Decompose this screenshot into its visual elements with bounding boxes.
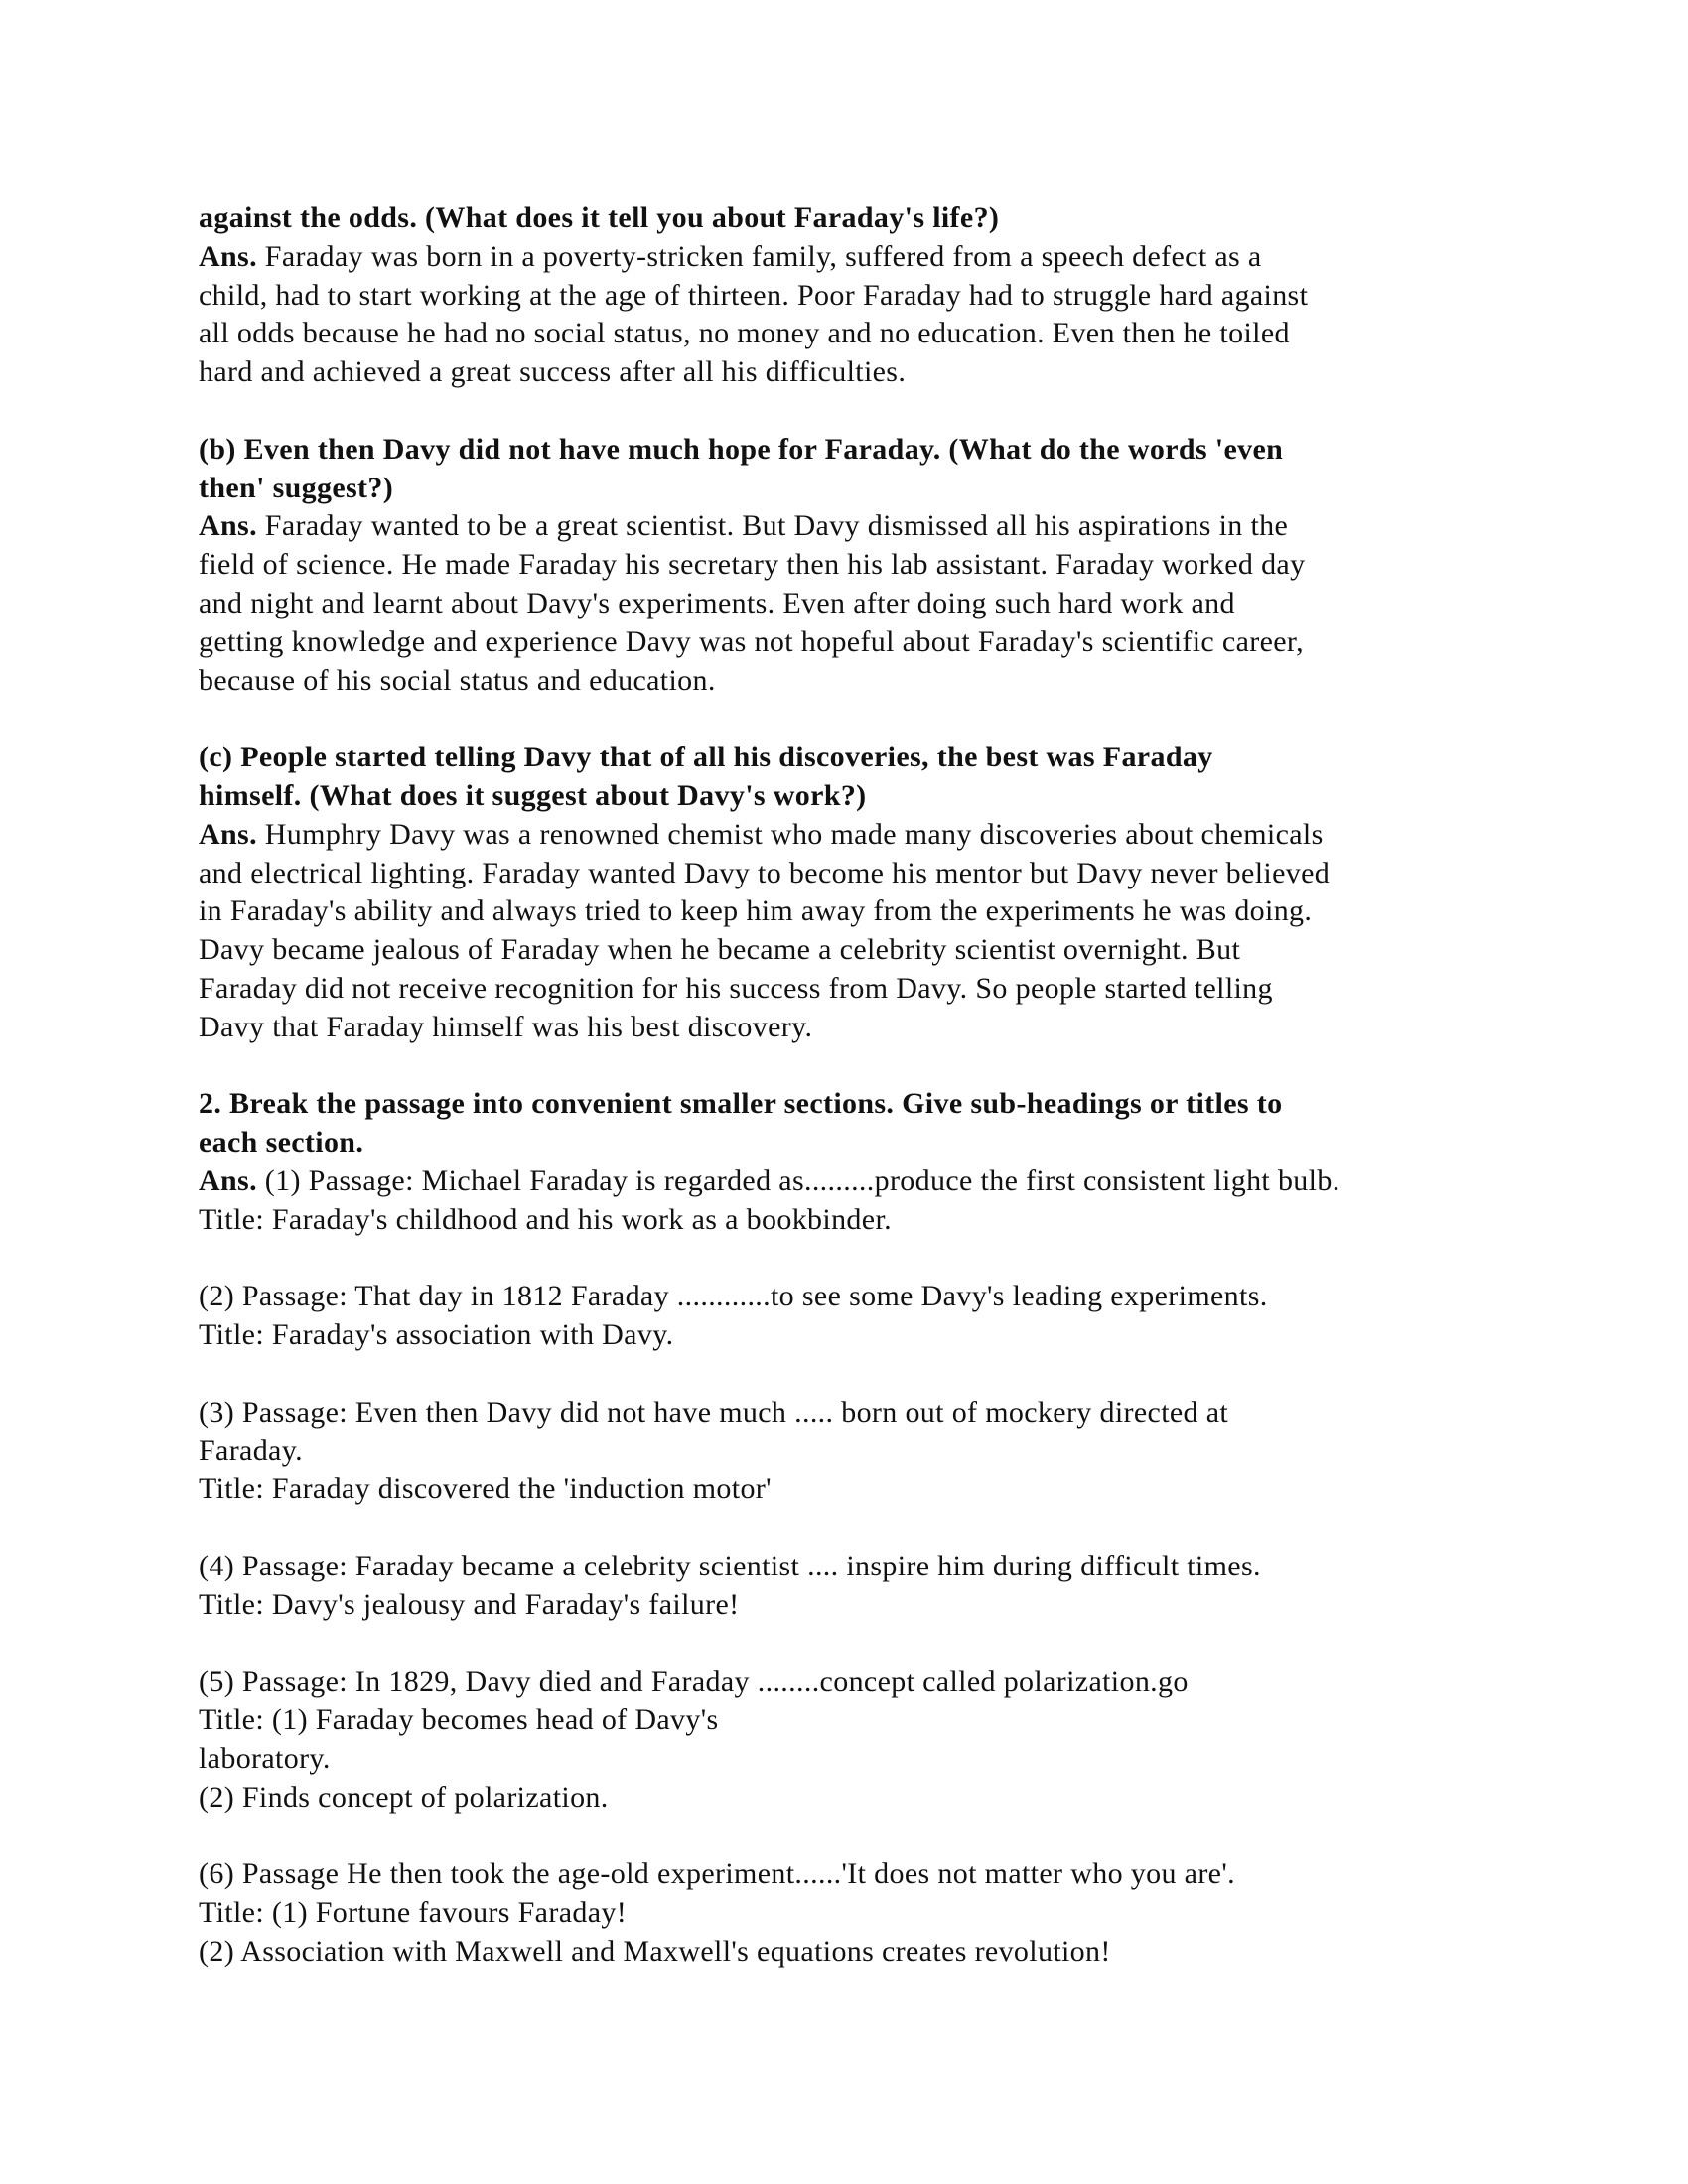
answer-a-line: child, had to start working at the age of thirteen. Poor Faraday had to struggle hard against: [199, 278, 1309, 312]
section-5: [199, 1663, 1509, 1817]
section-passage: (3) Passage: Even then Davy did not have much ..... born out of mockery directed at: [199, 1395, 1229, 1429]
answer-a-line: Ans. Faraday was born in a poverty-stricken family, suffered from a speech defect as a: [199, 239, 1262, 273]
spacer: [199, 392, 1509, 431]
section-passage: Faraday.: [199, 1433, 303, 1467]
question-b-block: [199, 431, 1509, 701]
spacer: [199, 1817, 1509, 1855]
section-1: [199, 1162, 1509, 1240]
answer-b-line: getting knowledge and experience Davy was not hopeful about Faraday's scientific career,: [199, 624, 1304, 658]
section-title: Title: Davy's jealousy and Faraday's failure!: [199, 1587, 740, 1621]
spacer: [199, 1047, 1509, 1086]
question-c-heading: (c) People started telling Davy that of all his discoveries, the best was Faraday: [199, 741, 1213, 774]
spacer: [199, 700, 1509, 739]
section-6: [199, 1855, 1509, 1971]
question-b-heading: then' suggest?): [199, 471, 394, 504]
answer-b-line: and night and learnt about Davy's experiments. Even after doing such hard work and: [199, 586, 1235, 619]
answer-c-line: Davy became jealous of Faraday when he became a celebrity scientist overnight. But: [199, 933, 1241, 967]
answer-a-line: all odds because he had no social status, no money and no education. Even then he toiled: [199, 317, 1290, 350]
answer-c-line: Ans. Humphry Davy was a renowned chemist who made many discoveries about chemicals: [199, 817, 1324, 851]
answer-c-line: in Faraday's ability and always tried to keep him away from the experiments he was doing.: [199, 894, 1313, 928]
answer-b-line: because of his social status and education.: [199, 663, 716, 697]
section-title: Title: Faraday's childhood and his work as a bookbinder.: [199, 1202, 892, 1236]
spacer: [199, 1509, 1509, 1548]
question-2-block: [199, 1085, 1509, 1971]
section-title: Title: (1) Fortune favours Faraday!: [199, 1896, 628, 1930]
answer-b-line: Ans. Faraday wanted to be a great scientist. But Davy dismissed all his aspirations in the: [199, 509, 1289, 543]
section-passage: (4) Passage: Faraday became a celebrity scientist .... inspire him during difficult times.: [199, 1549, 1261, 1582]
section-title: laboratory.: [199, 1741, 331, 1775]
section-3: [199, 1394, 1509, 1509]
answer-a-line: hard and achieved a great success after all his difficulties.: [199, 355, 907, 389]
section-title: Title: Faraday discovered the 'induction motor': [199, 1472, 772, 1506]
spacer: [199, 1240, 1509, 1279]
section-4: [199, 1548, 1509, 1625]
answer-label: Ans.: [199, 239, 257, 273]
question-2-heading: 2. Break the passage into convenient smaller sections. Give sub-headings or titles to: [199, 1087, 1283, 1121]
question-c-block: [199, 739, 1509, 1046]
document-page: [199, 200, 1509, 1972]
question-c-heading: himself. (What does it suggest about Davy's work?): [199, 778, 867, 812]
section-passage: (2) Passage: That day in 1812 Faraday ............to see some Davy's leading experiments.: [199, 1280, 1268, 1313]
section-title: Title: Faraday's association with Davy.: [199, 1318, 674, 1352]
answer-c-line: Faraday did not receive recognition for his success from Davy. So people started telling: [199, 971, 1273, 1005]
section-passage: (5) Passage: In 1829, Davy died and Faraday ........concept called polarization.go: [199, 1665, 1189, 1699]
answer-label: Ans.: [199, 509, 257, 543]
answer-c-line: and electrical lighting. Faraday wanted Davy to become his mentor but Davy never believed: [199, 856, 1331, 889]
answer-label: Ans.: [199, 817, 257, 851]
question-a-heading: against the odds. (What does it tell you about Faraday's life?): [199, 202, 1000, 234]
question-2-heading: each section.: [199, 1126, 364, 1160]
section-title: (2) Finds concept of polarization.: [199, 1780, 609, 1814]
section-2: [199, 1278, 1509, 1355]
section-title: (2) Association with Maxwell and Maxwell's equations creates revolution!: [199, 1934, 1111, 1968]
section-passage: (6) Passage He then took the age-old experiment......'It does not matter who you are'.: [199, 1857, 1235, 1891]
section-passage: Ans. (1) Passage: Michael Faraday is regarded as.........produce the first consistent light bulb.: [199, 1163, 1340, 1197]
question-b-heading: (b) Even then Davy did not have much hope for Faraday. (What do the words 'even: [199, 432, 1284, 466]
spacer: [199, 1355, 1509, 1394]
answer-c-line: Davy that Faraday himself was his best discovery.: [199, 1010, 813, 1043]
answer-label: Ans.: [199, 1163, 257, 1197]
section-title: Title: (1) Faraday becomes head of Davy's: [199, 1704, 719, 1737]
question-a-block: [199, 200, 1509, 392]
spacer: [199, 1624, 1509, 1663]
answer-b-line: field of science. He made Faraday his secretary then his lab assistant. Faraday worked day: [199, 548, 1306, 582]
